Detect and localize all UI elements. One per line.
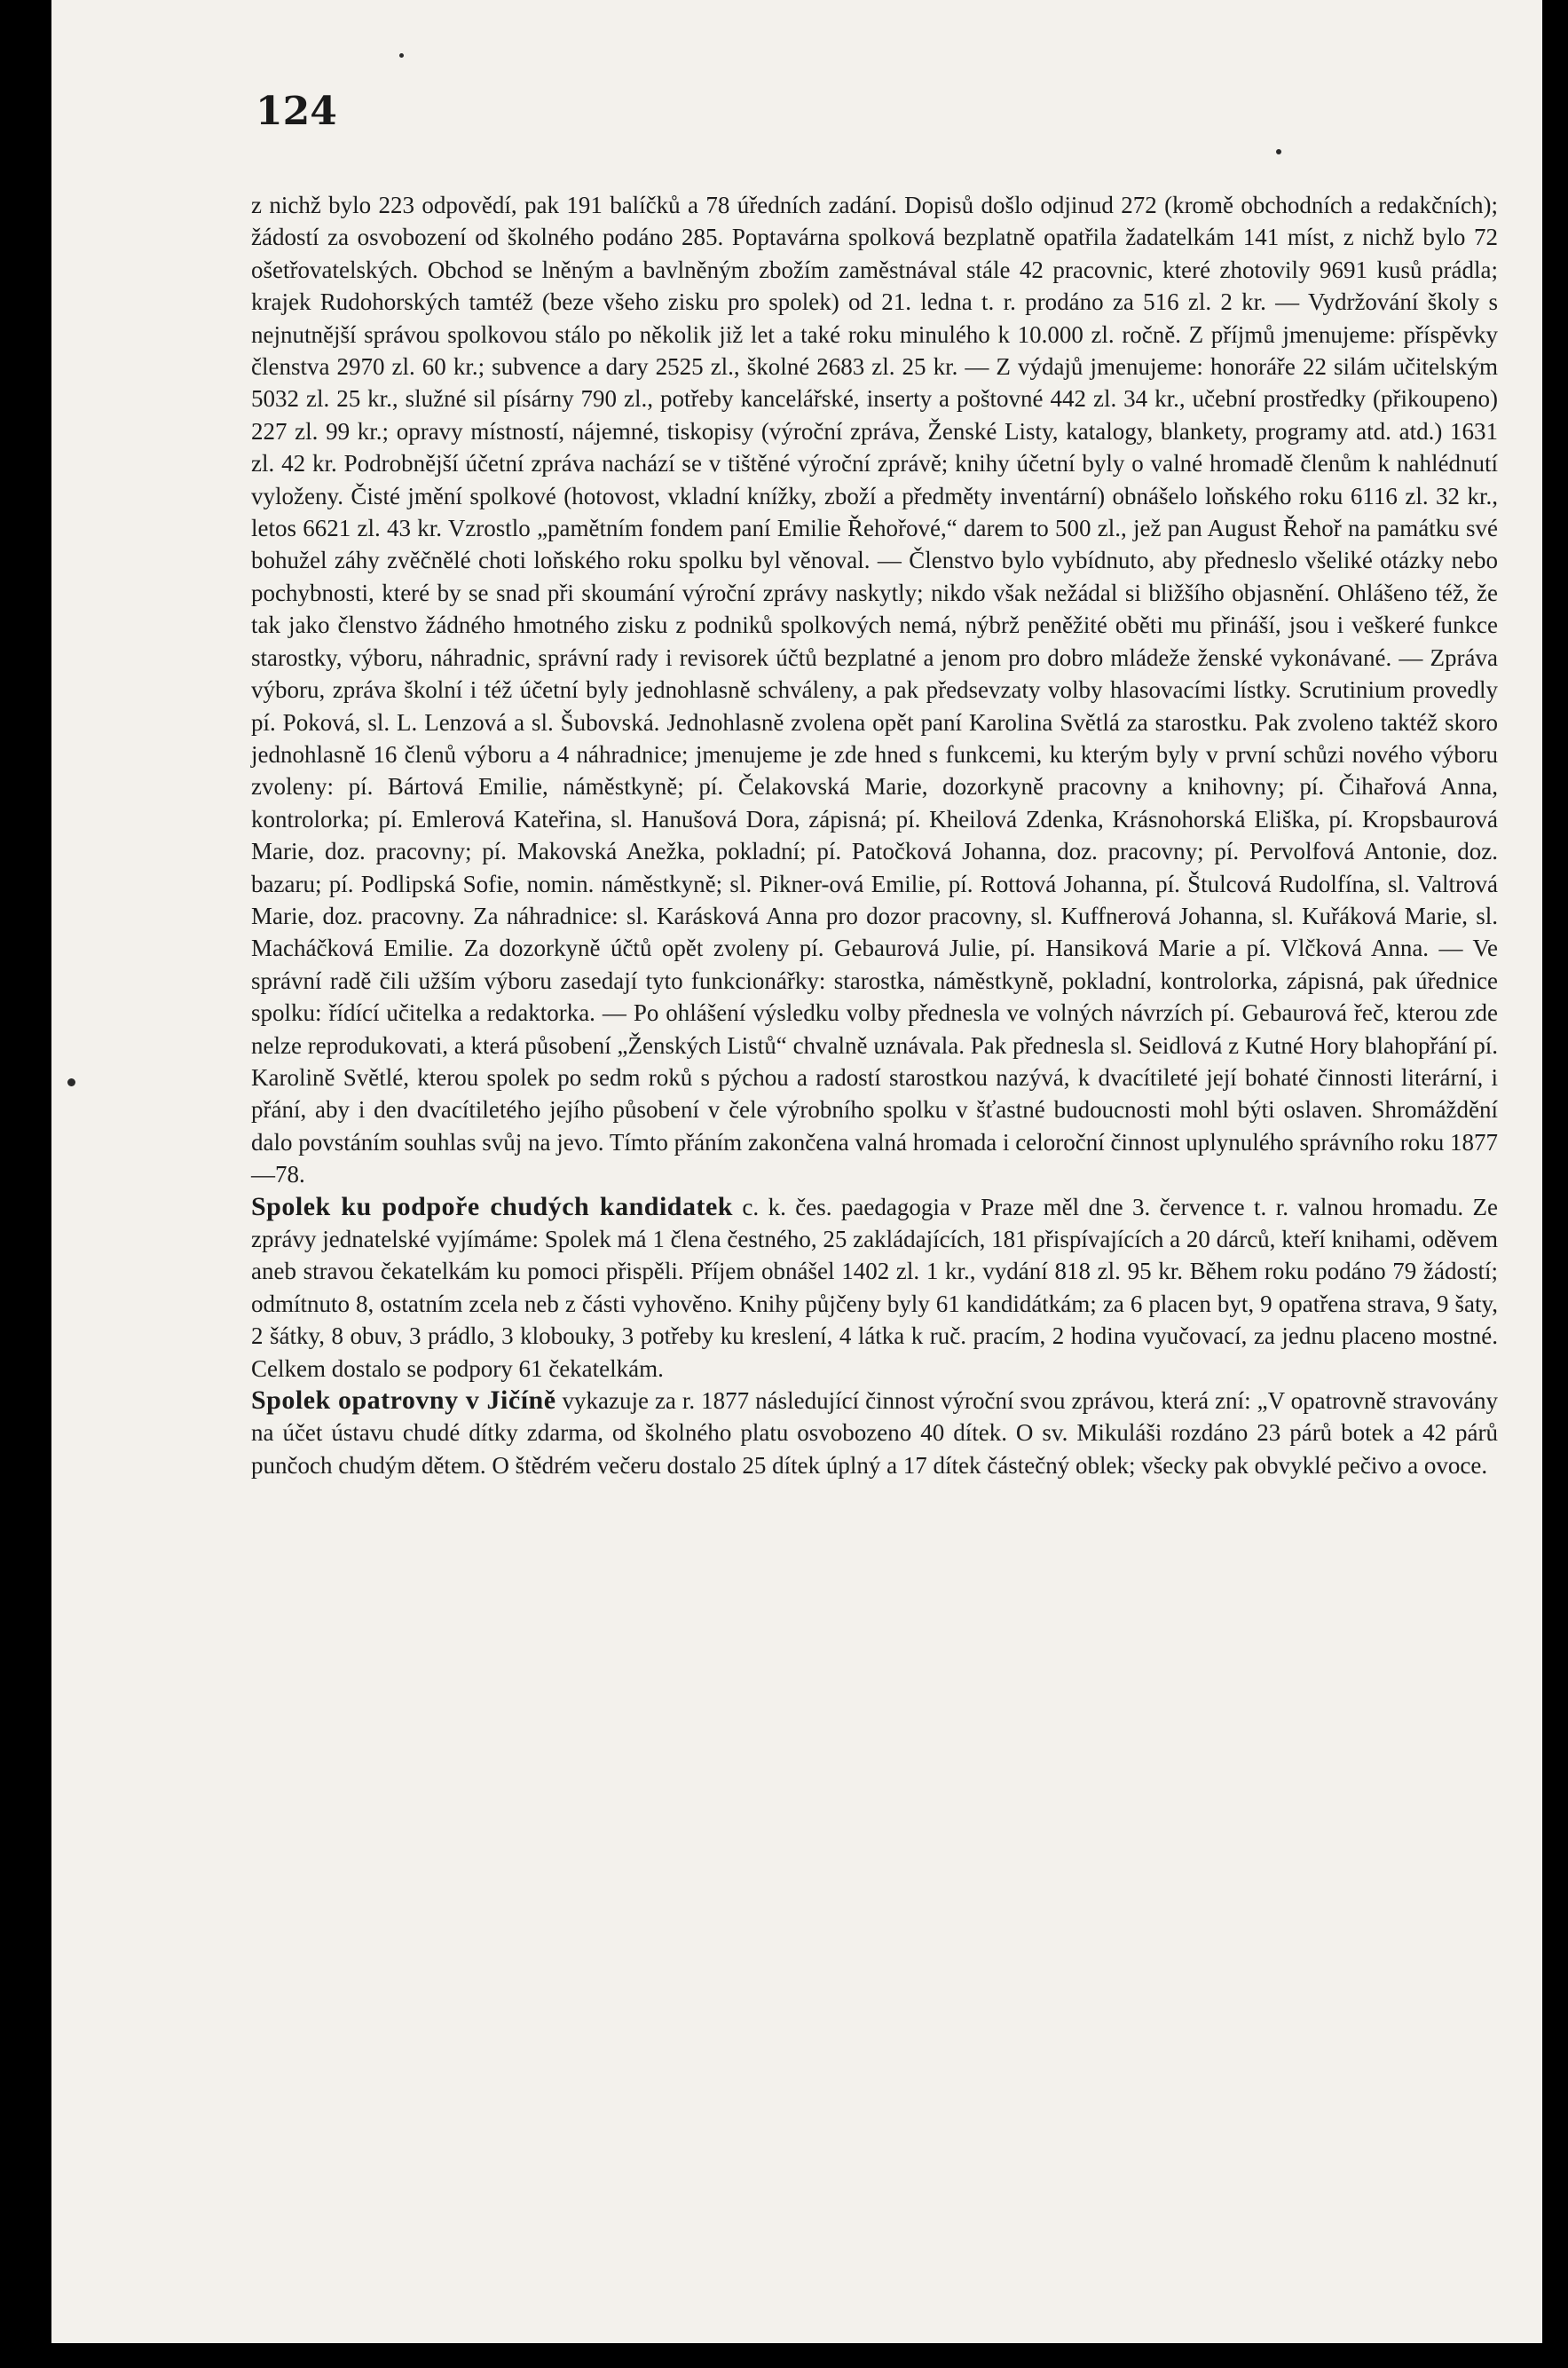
print-speck: [67, 1078, 75, 1086]
article-body: [251, 189, 1498, 1481]
section-text: c. k. čes. paedagogia v Praze měl dne 3. července t. r. valnou hromadu. Ze zprávy jednatelské vyjímáme: Spolek má 1 člena čestného, 25 zakládajících, 181 přispívajících a 20 dárců, kteří knihami, oděvem aneb stravou čekatelkám ku pomoci přispěli. Příjem obnášel 1402 zl. 1 kr., vydání 818 zl. 95 kr. Během roku podáno 79 žádostí; odmítnuto 8, ostatním zcela neb z části vyhověno. Knihy půjčeny byly 61 kandidátkám; za 6 placen byt, 9 opatřena strava, 9 šaty, 2 šátky, 8 obuv, 3 prádlo, 3 klobouky, 3 potřeby ku kreslení, 4 látka k ruč. pracím, 2 hodina vyučovací, za jednu placeno mostné. Celkem dostalo se podpory 61 čekatelkám.: [251, 1193, 1498, 1382]
main-paragraph: z nichž bylo 223 odpovědí, pak 191 balíčků a 78 úředních zadání. Dopisů došlo odjinud 272 (kromě obchodních a redakčních); žádostí za osvobození od školného podáno 285. Poptavárna spolková bezplatně opatřila žadatelkám 141 míst, z nichž bylo 72 ošetřovatelských. Obchod se lněným a bavlněným zbožím zaměstnával stále 42 pracovnic, které zhotovily 9691 kusů prádla; krajek Rudohorských tamtéž (beze všeho zisku pro spolek) od 21. ledna t. r. prodáno za 516 zl. 2 kr. — Vydržování školy s nejnutnější správou spolkovou stálo po několik již let a také roku minulého k 10.000 zl. ročně. Z příjmů jmenujeme: příspěvky členstva 2970 zl. 60 kr.; subvence a dary 2525 zl., školné 2683 zl. 25 kr. — Z výdajů jmenujeme: honoráře 22 silám učitelským 5032 zl. 25 kr., služné sil písárny 790 zl., potřeby kancelářské, inserty a poštovné 442 zl. 34 kr., učební prostředky (přikoupeno) 227 zl. 99 kr.; opravy místností, nájemné, tiskopisy (výroční zpráva, Ženské Listy, katalogy, blankety, programy atd. atd.) 1631 zl. 42 kr. Podrobnější účetní zpráva nachází se v tištěné výroční zprávě; knihy účetní byly o valné hromadě členům k nahlédnutí vyloženy. Čisté jmění spolkové (hotovost, vkladní knížky, zboží a předměty inventární) obnášelo loňského roku 6116 zl. 32 kr., letos 6621 zl. 43 kr. Vzrostlo „pamětním fondem paní Emilie Řehořové,“ darem to 500 zl., jež pan August Řehoř na památku své bohužel záhy zvěčnělé choti loňského roku spolku byl věnoval. — Členstvo bylo vybídnuto, aby předneslo všeliké otázky nebo pochybnosti, které by se snad při skoumání výroční zprávy naskytly; nikdo však nežádal si bližšího objasnění. Ohlášeno též, že tak jako členstvo žádného hmotného zisku z podniků spolkových nemá, nýbrž peněžité oběti mu přináší, jsou i veškeré funkce starostky, výboru, náhradnic, správní rady i revisorek účtů bezplatné a jenom pro dobro mládeže ženské vykonávané. — Zpráva výboru, zpráva školní i též účetní byly jednohlasně schváleny, a pak předsevzaty volby hlasovacími lístky. Scrutinium provedly pí. Poková, sl. L. Lenzová a sl. Šubovská. Jednohlasně zvolena opět paní Karolina Světlá za starostku. Pak zvoleno taktéž skoro jednohlasně 16 členů výboru a 4 náhradnice; jmenujeme je zde hned s funkcemi, ku kterým byly v první schůzi nového výboru zvoleny: pí. Bártová Emilie, náměstkyně; pí. Čelakovská Marie, dozorkyně pracovny a knihovny; pí. Čihařová Anna, kontrolorka; pí. Emlerová Kateřina, sl. Hanušová Dora, zápisná; pí. Kheilová Zdenka, Krásnohorská Eliška, pí. Kropsbaurová Marie, doz. pracovny; pí. Makovská Anežka, pokladní; pí. Patočková Johanna, doz. pracovny; pí. Pervolfová Antonie, doz. bazaru; pí. Podlipská Sofie, nomin. náměstkyně; sl. Pikner-ová Emilie, pí. Rottová Johanna, pí. Štulcová Rudolfína, sl. Valtrová Marie, doz. pracovny. Za náhradnice: sl. Karásková Anna pro dozor pracovny, sl. Kuffnerová Johanna, sl. Kuřáková Marie, sl. Macháčková Emilie. Za dozorkyně účtů opět zvoleny pí. Gebaurová Julie, pí. Hansiková Marie a pí. Vlčková Anna. — Ve správní radě čili užším výboru zasedají tyto funkcionářky: starostka, náměstkyně, pokladní, kontrolorka, zápisná, pak úřednice spolku: řídící učitelka a redaktorka. — Po ohlášení výsledku volby přednesla ve volných návrzích pí. Gebaurová řeč, kterou zde nelze reprodukovati, a která působení „Ženských Listů“ chvalně uznávala. Pak přednesla sl. Seidlová z Kutné Hory blahopřání pí. Karolině Světlé, kterou spolek po sedm roků s pýchou a radostí starostkou nazývá, k dvacítileté její bohaté činnosti literární, i přání, aby i den dvacítiletého jejího působení v čele výrobního spolku v šťastné budoucnosti mohl býti oslaven. Shromáždění dalo povstáním souhlas svůj na jevo. Tímto přáním zakončena valná hromada i celoroční činnost uplynulého správního roku 1877—78.: [251, 192, 1498, 1188]
section-paragraph: [251, 1385, 1498, 1481]
print-speck: [399, 53, 404, 58]
section-paragraph: [251, 1191, 1498, 1385]
section-heading: Spolek ku podpoře chudých kandidatek: [251, 1191, 733, 1221]
section-heading: Spolek opatrovny v Jičíně: [251, 1385, 556, 1416]
page: [51, 0, 1542, 2343]
print-speck: [1276, 149, 1281, 154]
section-text: vykazuje za r. 1877 následující činnost výroční svou zprávou, která zní: „V opatrovně stravovány na účet ústavu chudé dítky zdarma, od školného platu osvobozeno 40 dítek. O sv. Mikuláši rozdáno 23 párů botek a 42 párů punčoch chudým dětem. O štědrém večeru dostalo 25 dítek úplný a 17 dítek částečný oblek; všecky pak obvyklé pečivo a ovoce.: [251, 1387, 1498, 1479]
page-number: 124: [256, 89, 337, 134]
